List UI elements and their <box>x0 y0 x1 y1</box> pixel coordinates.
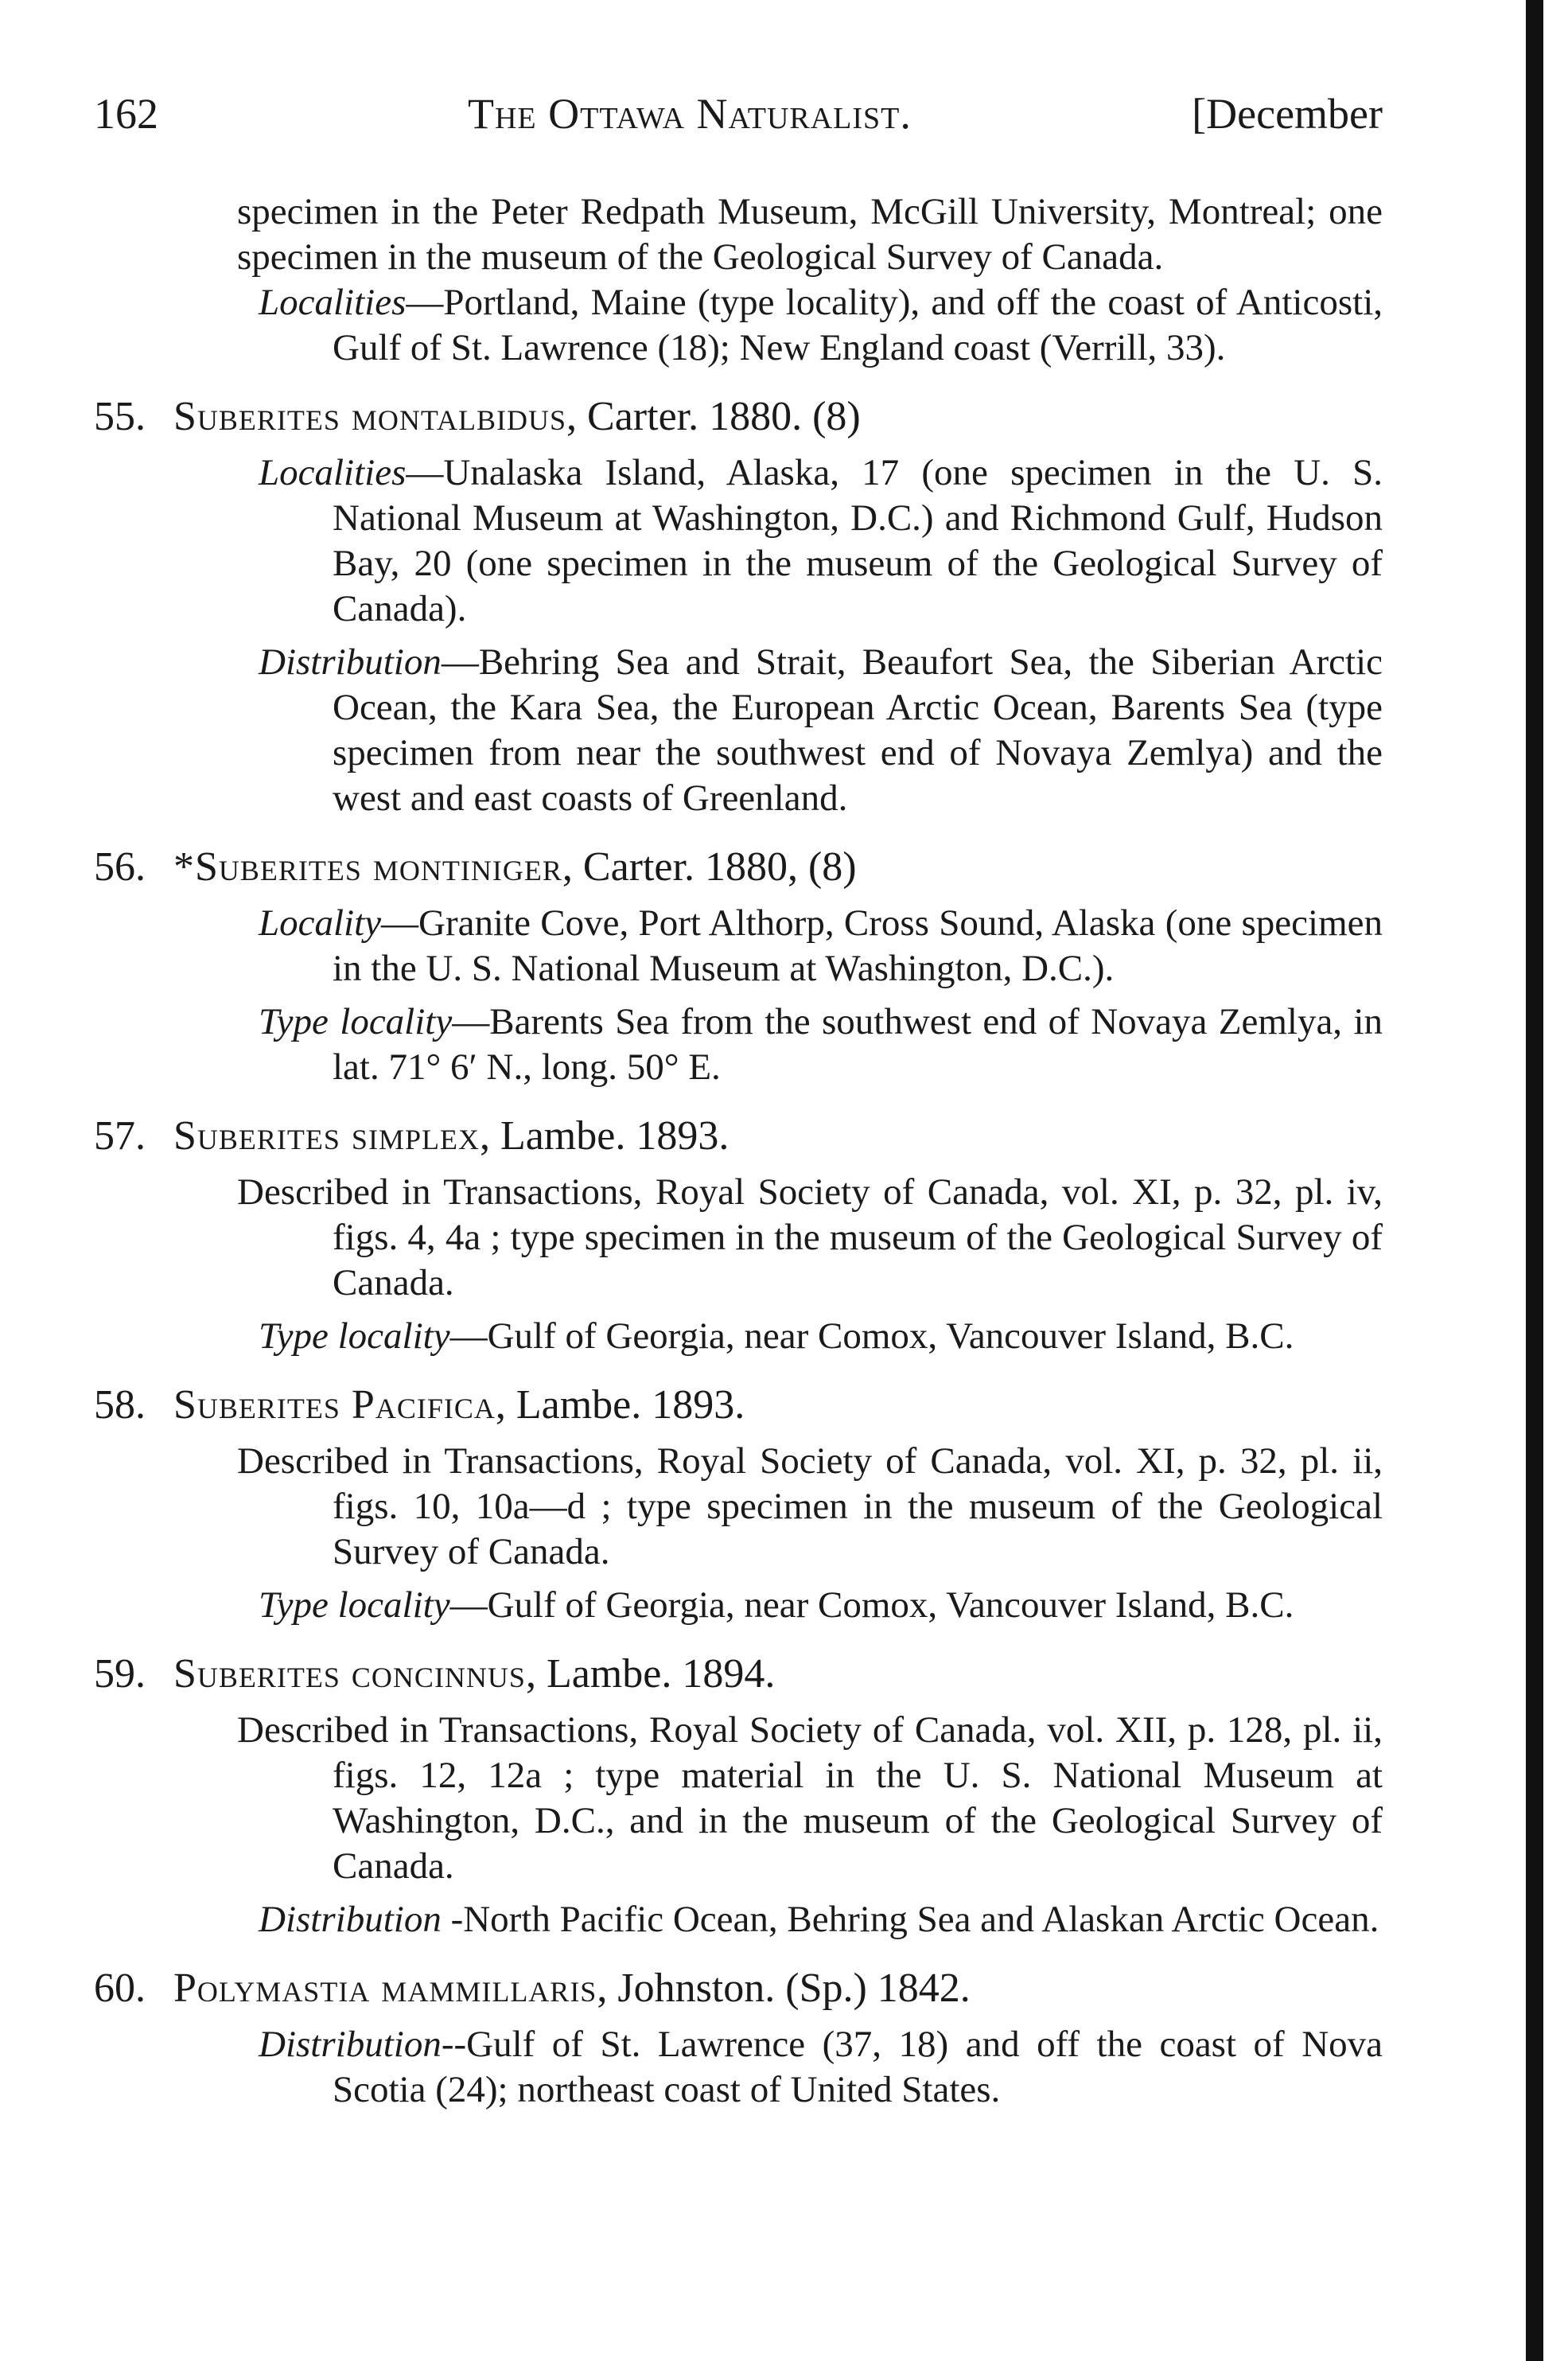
para-label: Locality <box>259 902 382 944</box>
species-heading <box>94 842 1383 893</box>
entry-description: Described in Transactions, Royal Society of Canada, vol. XII, p. 128, pl. ii, figs. 12, 12a ; type material in the U. S. National Museum at Washington, D.C., and in the museum of the Geological Survey of Canada. <box>237 1709 1383 1887</box>
species-name: Suberites concinnus <box>173 1651 526 1697</box>
species-name: Suberites Pacifica <box>173 1382 496 1428</box>
species-heading <box>94 1963 1383 2014</box>
species-author: , Lambe. 1893. <box>479 1113 730 1159</box>
running-header <box>94 89 1383 153</box>
para-text: -North Pacific Ocean, Behring Sea and Alaskan Arctic Ocean. <box>441 1899 1379 1940</box>
species-name: Polymastia mammillaris <box>173 1966 597 2011</box>
species-name: *Suberites montiniger <box>173 844 562 890</box>
entry-number: 60. <box>94 1966 146 2011</box>
entry-paragraph <box>94 1897 1383 1942</box>
para-label: Type locality <box>259 1315 450 1357</box>
species-author: , Lambe. 1894. <box>525 1651 776 1697</box>
species-author: , Lambe. 1893. <box>495 1382 745 1428</box>
species-heading <box>94 392 1383 442</box>
para-text: --Gulf of St. Lawrence (37, 18) and off the coast of Nova Scotia (24); northeast coast of United States. <box>333 2024 1383 2110</box>
entry-paragraph <box>94 1583 1383 1628</box>
entry-paragraph <box>94 999 1383 1090</box>
issue-month: [December <box>1192 90 1383 138</box>
page-body <box>94 189 1383 2121</box>
para-label: Localities <box>259 452 407 493</box>
entry-paragraph <box>94 901 1383 992</box>
para-text: —Behring Sea and Strait, Beaufort Sea, the Siberian Arctic Ocean, the Kara Sea, the European Arctic Ocean, Barents Sea (type specimen from near the southwest end of Novaya Zemlya) and the west and east coasts of Greenland. <box>333 641 1383 819</box>
species-heading <box>94 1111 1383 1162</box>
para-label: Type locality <box>259 1584 450 1626</box>
para-text: —Unalaska Island, Alaska, 17 (one specimen in the U. S. National Museum at Washington, D.C.) and Richmond Gulf, Hudson Bay, 20 (one specimen in the museum of the Geological Survey of Canada). <box>333 452 1383 629</box>
para-label: Distribution <box>259 1899 442 1940</box>
continued-text: specimen in the Peter Redpath Museum, McGill University, Montreal; one specimen in the museum of the Geological Survey of Canada. <box>237 191 1383 278</box>
para-text: —Gulf of Georgia, near Comox, Vancouver Island, B.C. <box>449 1584 1294 1626</box>
entry-paragraph <box>94 2022 1383 2113</box>
entry-number: 58. <box>94 1382 146 1428</box>
para-label: Type locality <box>259 1001 453 1042</box>
para-text: —Granite Cove, Port Althorp, Cross Sound, Alaska (one specimen in the U. S. National Museum at Washington, D.C.). <box>333 902 1383 989</box>
para-text: —Barents Sea from the southwest end of Novaya Zemlya, in lat. 71° 6′ N., long. 50° E. <box>333 1001 1383 1088</box>
entry-number: 55. <box>94 394 146 439</box>
species-author: , Carter. 1880, (8) <box>562 844 857 890</box>
para-label: Localities <box>259 282 407 323</box>
species-name: Suberites montalbidus <box>173 394 567 439</box>
para-text: —Portland, Maine (type locality), and off the coast of Anticosti, Gulf of St. Lawrence (18); New England coast (Verrill, 33). <box>333 282 1383 368</box>
species-heading <box>94 1649 1383 1700</box>
entry-paragraph <box>94 640 1383 821</box>
species-name: Suberites simplex <box>173 1113 480 1159</box>
para-label: Distribution <box>259 641 442 683</box>
journal-title: The Ottawa Naturalist. <box>468 90 912 138</box>
binding-edge <box>1526 0 1543 2361</box>
entry-description: Described in Transactions, Royal Society of Canada, vol. XI, p. 32, pl. ii, figs. 10, 10a—d ; type specimen in the museum of the Geological Survey of Canada. <box>237 1440 1383 1572</box>
species-author: , Johnston. (Sp.) 1842. <box>597 1966 971 2011</box>
entry-paragraph <box>94 1314 1383 1359</box>
entry-paragraph <box>94 450 1383 632</box>
entry-number: 59. <box>94 1651 146 1697</box>
localities-paragraph <box>94 280 1383 371</box>
species-heading <box>94 1380 1383 1431</box>
para-text: —Gulf of Georgia, near Comox, Vancouver Island, B.C. <box>449 1315 1294 1357</box>
species-author: , Carter. 1880. (8) <box>566 394 861 439</box>
entry-description: Described in Transactions, Royal Society of Canada, vol. XI, p. 32, pl. iv, figs. 4, 4a ; type specimen in the museum of the Geological Survey of Canada. <box>237 1171 1383 1303</box>
entry-number: 57. <box>94 1113 146 1159</box>
para-label: Distribution <box>259 2024 442 2065</box>
page-number: 162 <box>94 90 158 138</box>
entry-number: 56. <box>94 844 146 890</box>
